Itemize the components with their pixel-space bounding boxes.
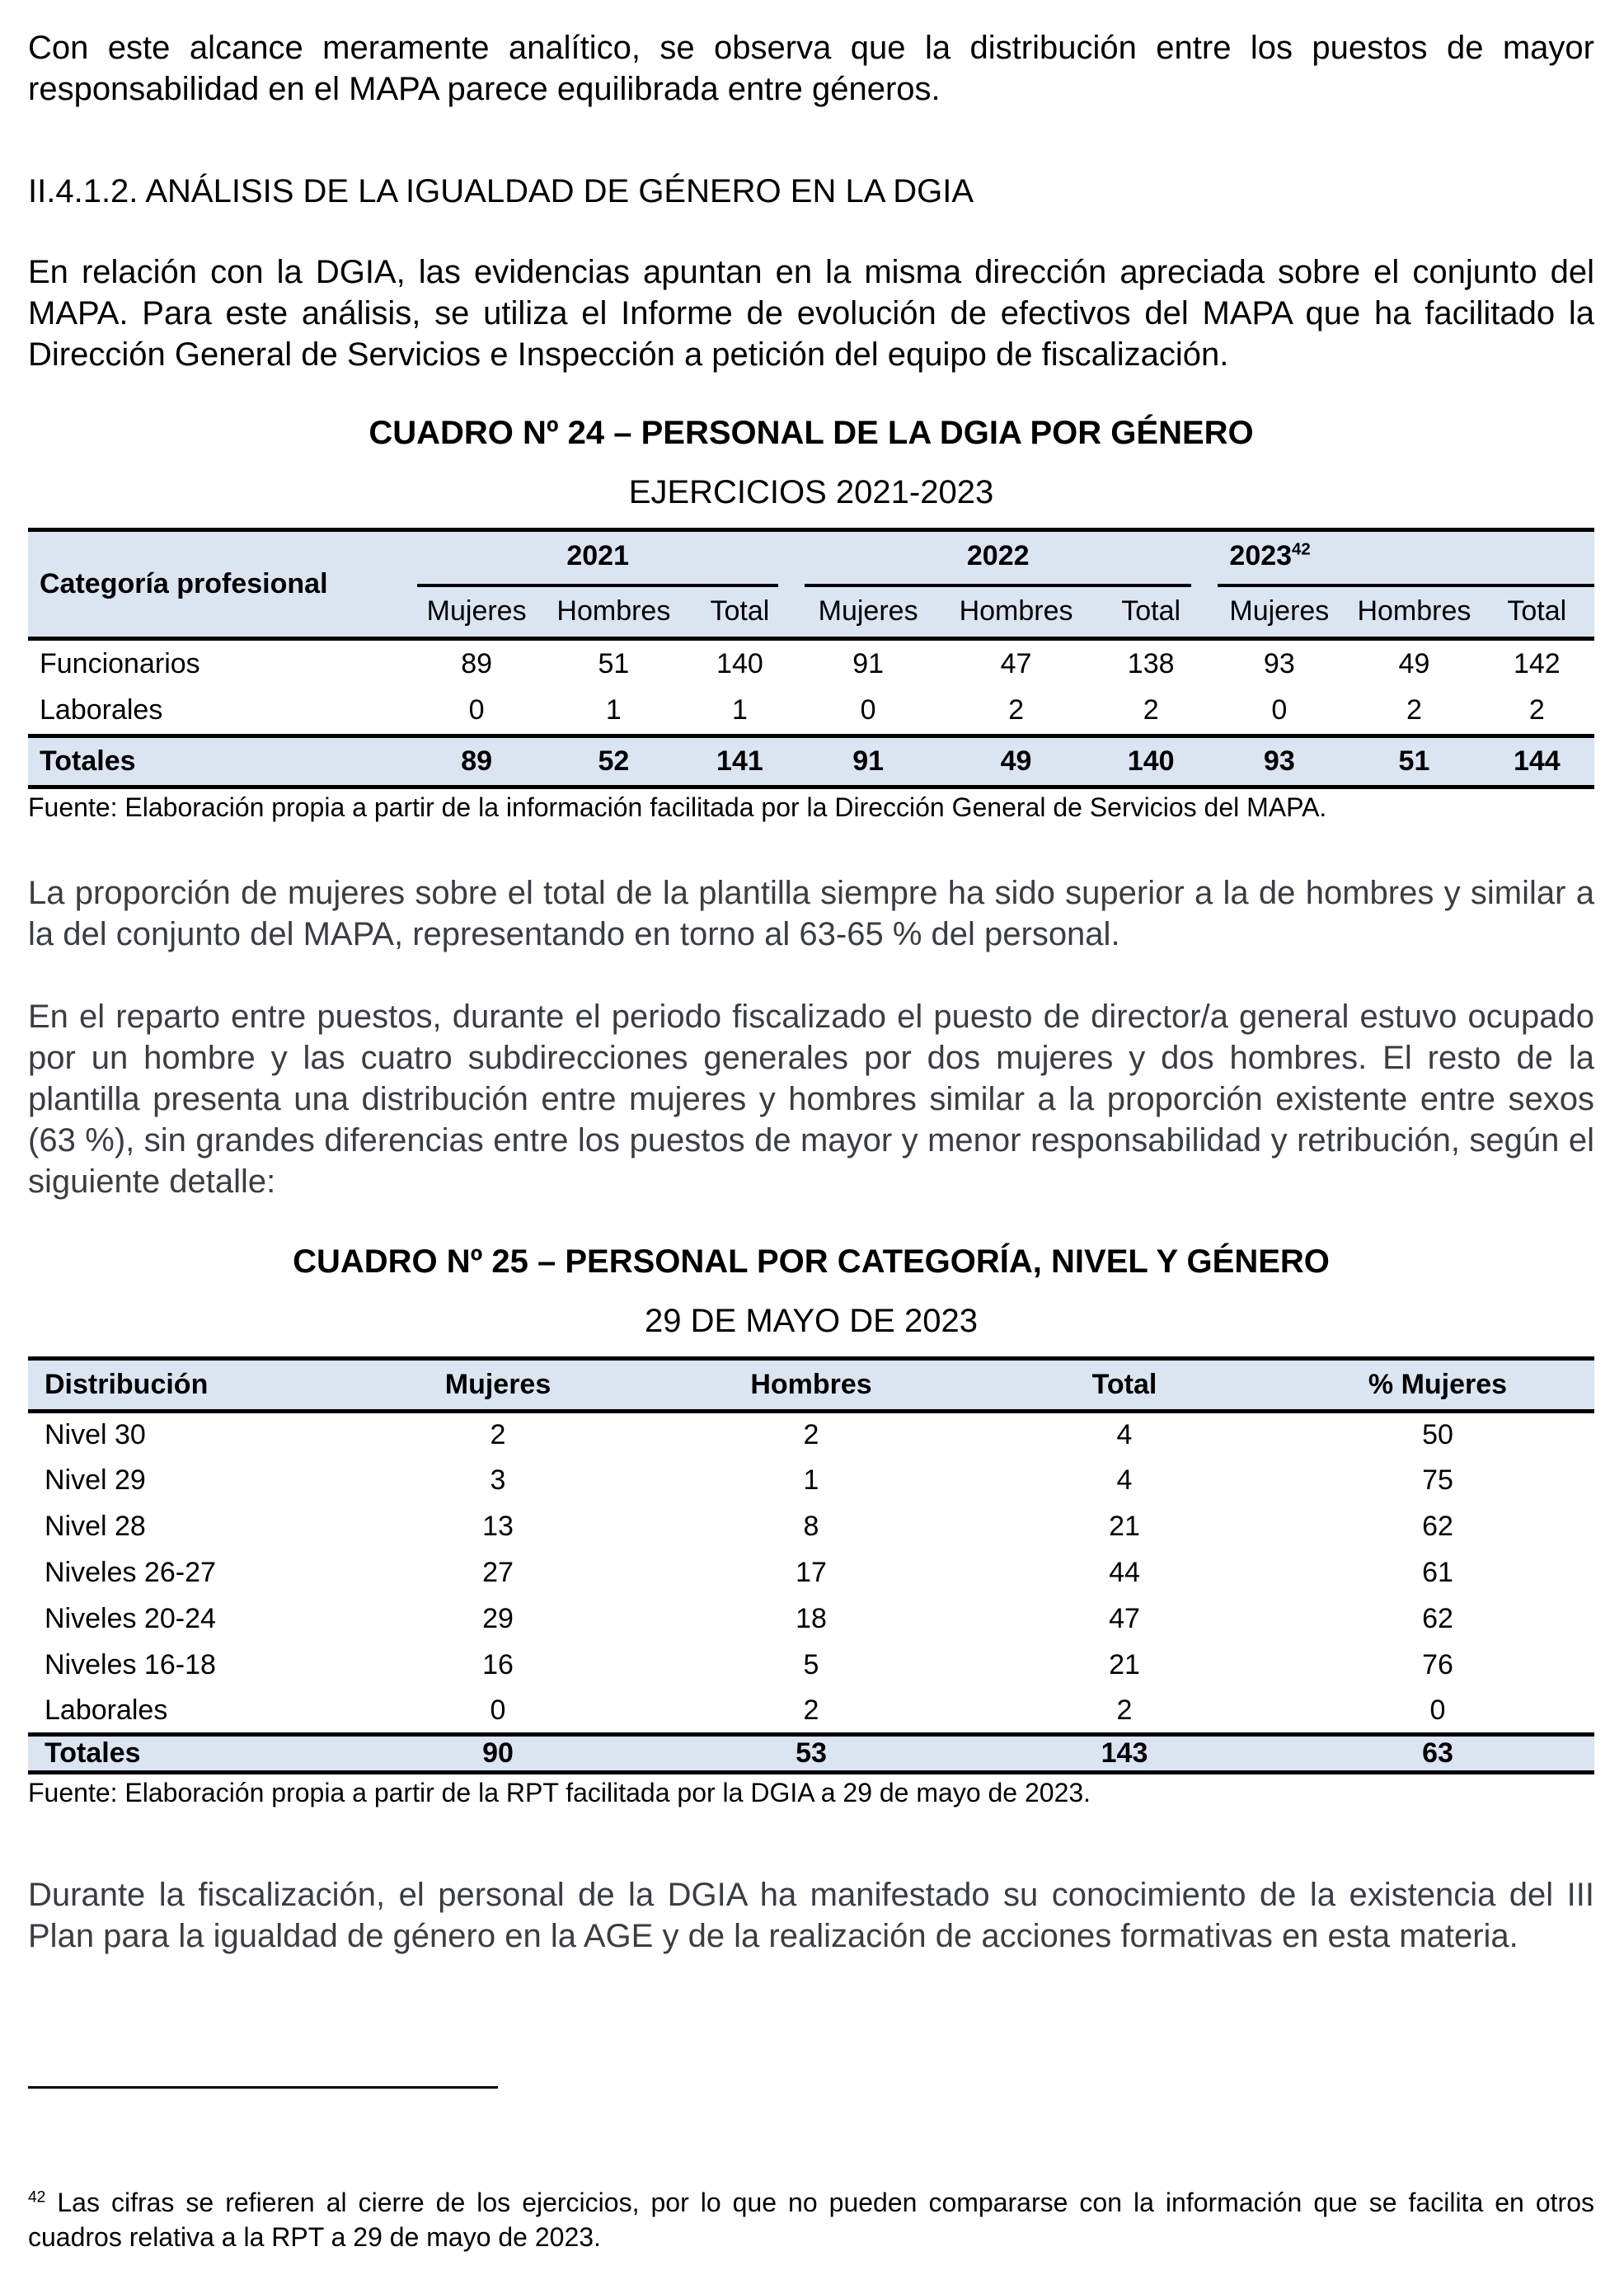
cell: 17 [796,1557,827,1588]
footnote-number: 42 [28,2188,46,2207]
intro-paragraph: Con este alcance meramente analítico, se observa que la distribución entre los puestos de mayor responsabilidad en el MAPA parece equilibrada entre géneros. [28,30,1594,107]
final-paragraph: Durante la fiscalización, el personal de la DGIA ha manifestado su conocimiento de la existencia del III Plan para la igualdad de género en la AGE y de la realización de acciones formativas en esta materia. [28,1877,1594,1954]
row-label: Laborales [40,694,163,726]
cell: 62 [1422,1511,1453,1542]
cell: 2 [1406,694,1422,726]
cell: 0 [490,1694,506,1726]
cell: 47 [1109,1603,1140,1634]
cell: 4 [1116,1464,1133,1496]
table-row [28,1689,1594,1735]
section-heading: II.4.1.2. ANÁLISIS DE LA IGUALDAD DE GÉNERO EN LA DGIA [28,173,974,209]
cell: 47 [1000,647,1032,679]
cell: 51 [598,647,630,679]
cell: 89 [461,745,493,777]
proportion-paragraph: La proporción de mujeres sobre el total de la plantilla siempre ha sido superior a la de hombres y similar a la del conjunto del MAPA, representando en torno al 63-65 % del personal. [28,875,1594,952]
cell: 49 [1398,647,1430,679]
cell: 53 [796,1737,827,1769]
cell: 93 [1263,647,1295,679]
subheader-mujeres: Mujeres [818,595,918,627]
cell: 18 [796,1603,827,1634]
dgia-paragraph: En relación con la DGIA, las evidencias apuntan en la misma dirección apreciada sobre el conjunto del MAPA. Para este análisis, se utiliza el Informe de evolución de efectivos del MAPA que ha facilitado la Dirección General de Servicios e Inspección a petición del equipo de fiscalización. [28,254,1594,373]
table24-source: Fuente: Elaboración propia a partir de la información facilitada por la Dirección General de Servicios del MAPA. [28,792,1327,822]
cell: 5 [803,1649,819,1680]
header-total: Total [1091,1369,1157,1400]
cell: 2 [490,1419,506,1451]
cell: 61 [1422,1557,1453,1588]
cell: 76 [1422,1649,1453,1680]
table25-subtitle: 29 DE MAYO DE 2023 [645,1303,978,1339]
cell: 0 [1429,1694,1446,1726]
year-header-2023 [1209,530,1594,588]
footnote-ref-42[interactable]: 42 [1292,540,1311,559]
cell: 91 [852,647,885,679]
cell: 21 [1109,1649,1140,1680]
cell: 89 [461,647,493,679]
cell: 0 [468,694,485,726]
table-row [28,1596,1594,1643]
row-label: Nivel 29 [45,1464,146,1496]
cell: 13 [482,1511,514,1542]
cell: 2 [1008,694,1024,726]
totals-row [28,1735,1594,1773]
cell: 0 [1271,694,1288,726]
row-label: Nivel 28 [45,1511,146,1542]
cell: 2 [803,1419,819,1451]
cell: 140 [716,647,763,679]
subheader-total: Total [1121,595,1181,627]
row-label: Nivel 30 [45,1419,146,1451]
table25-title: CUADRO Nº 25 – PERSONAL POR CATEGORÍA, NIVEL Y GÉNERO [293,1243,1330,1280]
table25-block [28,1241,1594,1809]
subheader-hombres: Hombres [1357,595,1471,627]
row-label: Niveles 16-18 [45,1649,216,1680]
cell: 142 [1513,647,1561,679]
cell: 50 [1422,1419,1453,1451]
header-distribucion: Distribución [45,1369,209,1400]
row-label: Niveles 20-24 [45,1603,216,1634]
year-header-2021 [409,530,796,588]
table24-title: CUADRO Nº 24 – PERSONAL DE LA DGIA POR GÉNERO [368,415,1254,451]
subheader-mujeres: Mujeres [1229,595,1330,627]
table-row [28,688,1594,736]
row-label: Laborales [45,1694,168,1726]
year-label: 2022 [966,540,1030,571]
cell: 2 [803,1694,819,1726]
year-label: 2021 [566,540,629,571]
table-row [28,1550,1594,1596]
row-label: Totales [45,1737,141,1769]
cell: 49 [1000,745,1032,777]
reparto-paragraph: En el reparto entre puestos, durante el periodo fiscalizado el puesto de director/a general estuvo ocupado por un hombre y las cuatro subdirecciones generales por dos mujeres y dos hombres. El resto de la plantilla presenta una distribución entre mujeres y hombres similar a la proporción existente entre sexos (63 %), sin grandes diferencias entre los puestos de mayor y menor responsabilidad y retribución, según el siguiente detalle: [28,999,1594,1200]
cell: 4 [1116,1419,1133,1451]
cell: 8 [803,1511,819,1542]
cell: 144 [1513,745,1561,777]
cell: 2 [1143,694,1159,726]
subheader-total: Total [710,595,770,627]
totals-row [28,736,1594,787]
cell: 143 [1101,1737,1148,1769]
table24 [28,528,1594,789]
row-label: Funcionarios [40,647,200,679]
table25 [28,1356,1594,1774]
subheader-hombres: Hombres [959,595,1073,627]
cell: 141 [716,745,763,777]
cell: 0 [860,694,876,726]
table-row [28,1412,1594,1458]
table-row [28,1643,1594,1689]
cell: 1 [803,1464,819,1496]
cell: 1 [605,694,622,726]
table-row [28,1458,1594,1504]
cell: 140 [1127,745,1175,777]
header-mujeres: Mujeres [444,1369,552,1400]
cell: 51 [1398,745,1430,777]
cell: 90 [482,1737,514,1769]
cell: 2 [1528,694,1545,726]
year-label: 2023 [1229,540,1293,571]
footnote-text: Las cifras se refieren al cierre de los ejercicios, por lo que no pueden compararse con la información que se facilita en otros cuadros relativa a la RPT a 29 de mayo de 2023. [28,2188,1594,2252]
table25-source: Fuente: Elaboración propia a partir de la RPT facilitada por la DGIA a 29 de mayo de 2023. [28,1778,1091,1807]
table-row [28,1504,1594,1550]
table24-block [28,412,1594,824]
cell: 1 [731,694,748,726]
row-label: Totales [40,745,136,777]
footnote-separator [28,2086,498,2089]
cell: 93 [1263,745,1295,777]
cell: 138 [1127,647,1175,679]
cell: 2 [1116,1694,1133,1726]
cell: 75 [1422,1464,1453,1496]
cell: 29 [482,1603,514,1634]
cell: 16 [482,1649,514,1680]
category-header: Categoría profesional [40,567,328,599]
cell: 62 [1422,1603,1453,1634]
table24-subtitle: EJERCICIOS 2021-2023 [628,474,994,510]
cell: 3 [490,1464,506,1496]
cell: 63 [1422,1737,1453,1769]
cell: 52 [598,745,630,777]
cell: 21 [1109,1511,1140,1542]
header-hombres: Hombres [750,1369,872,1400]
footnote-42 [28,2185,1594,2254]
year-header-2022 [796,530,1209,588]
cell: 27 [482,1557,514,1588]
subheader-hombres: Hombres [556,595,671,627]
row-label: Niveles 26-27 [45,1557,216,1588]
cell: 91 [852,745,885,777]
cell: 44 [1109,1557,1140,1588]
header-pct-mujeres: % Mujeres [1368,1369,1508,1400]
subheader-mujeres: Mujeres [426,595,527,627]
subheader-total: Total [1507,595,1567,627]
table-row [28,638,1594,688]
